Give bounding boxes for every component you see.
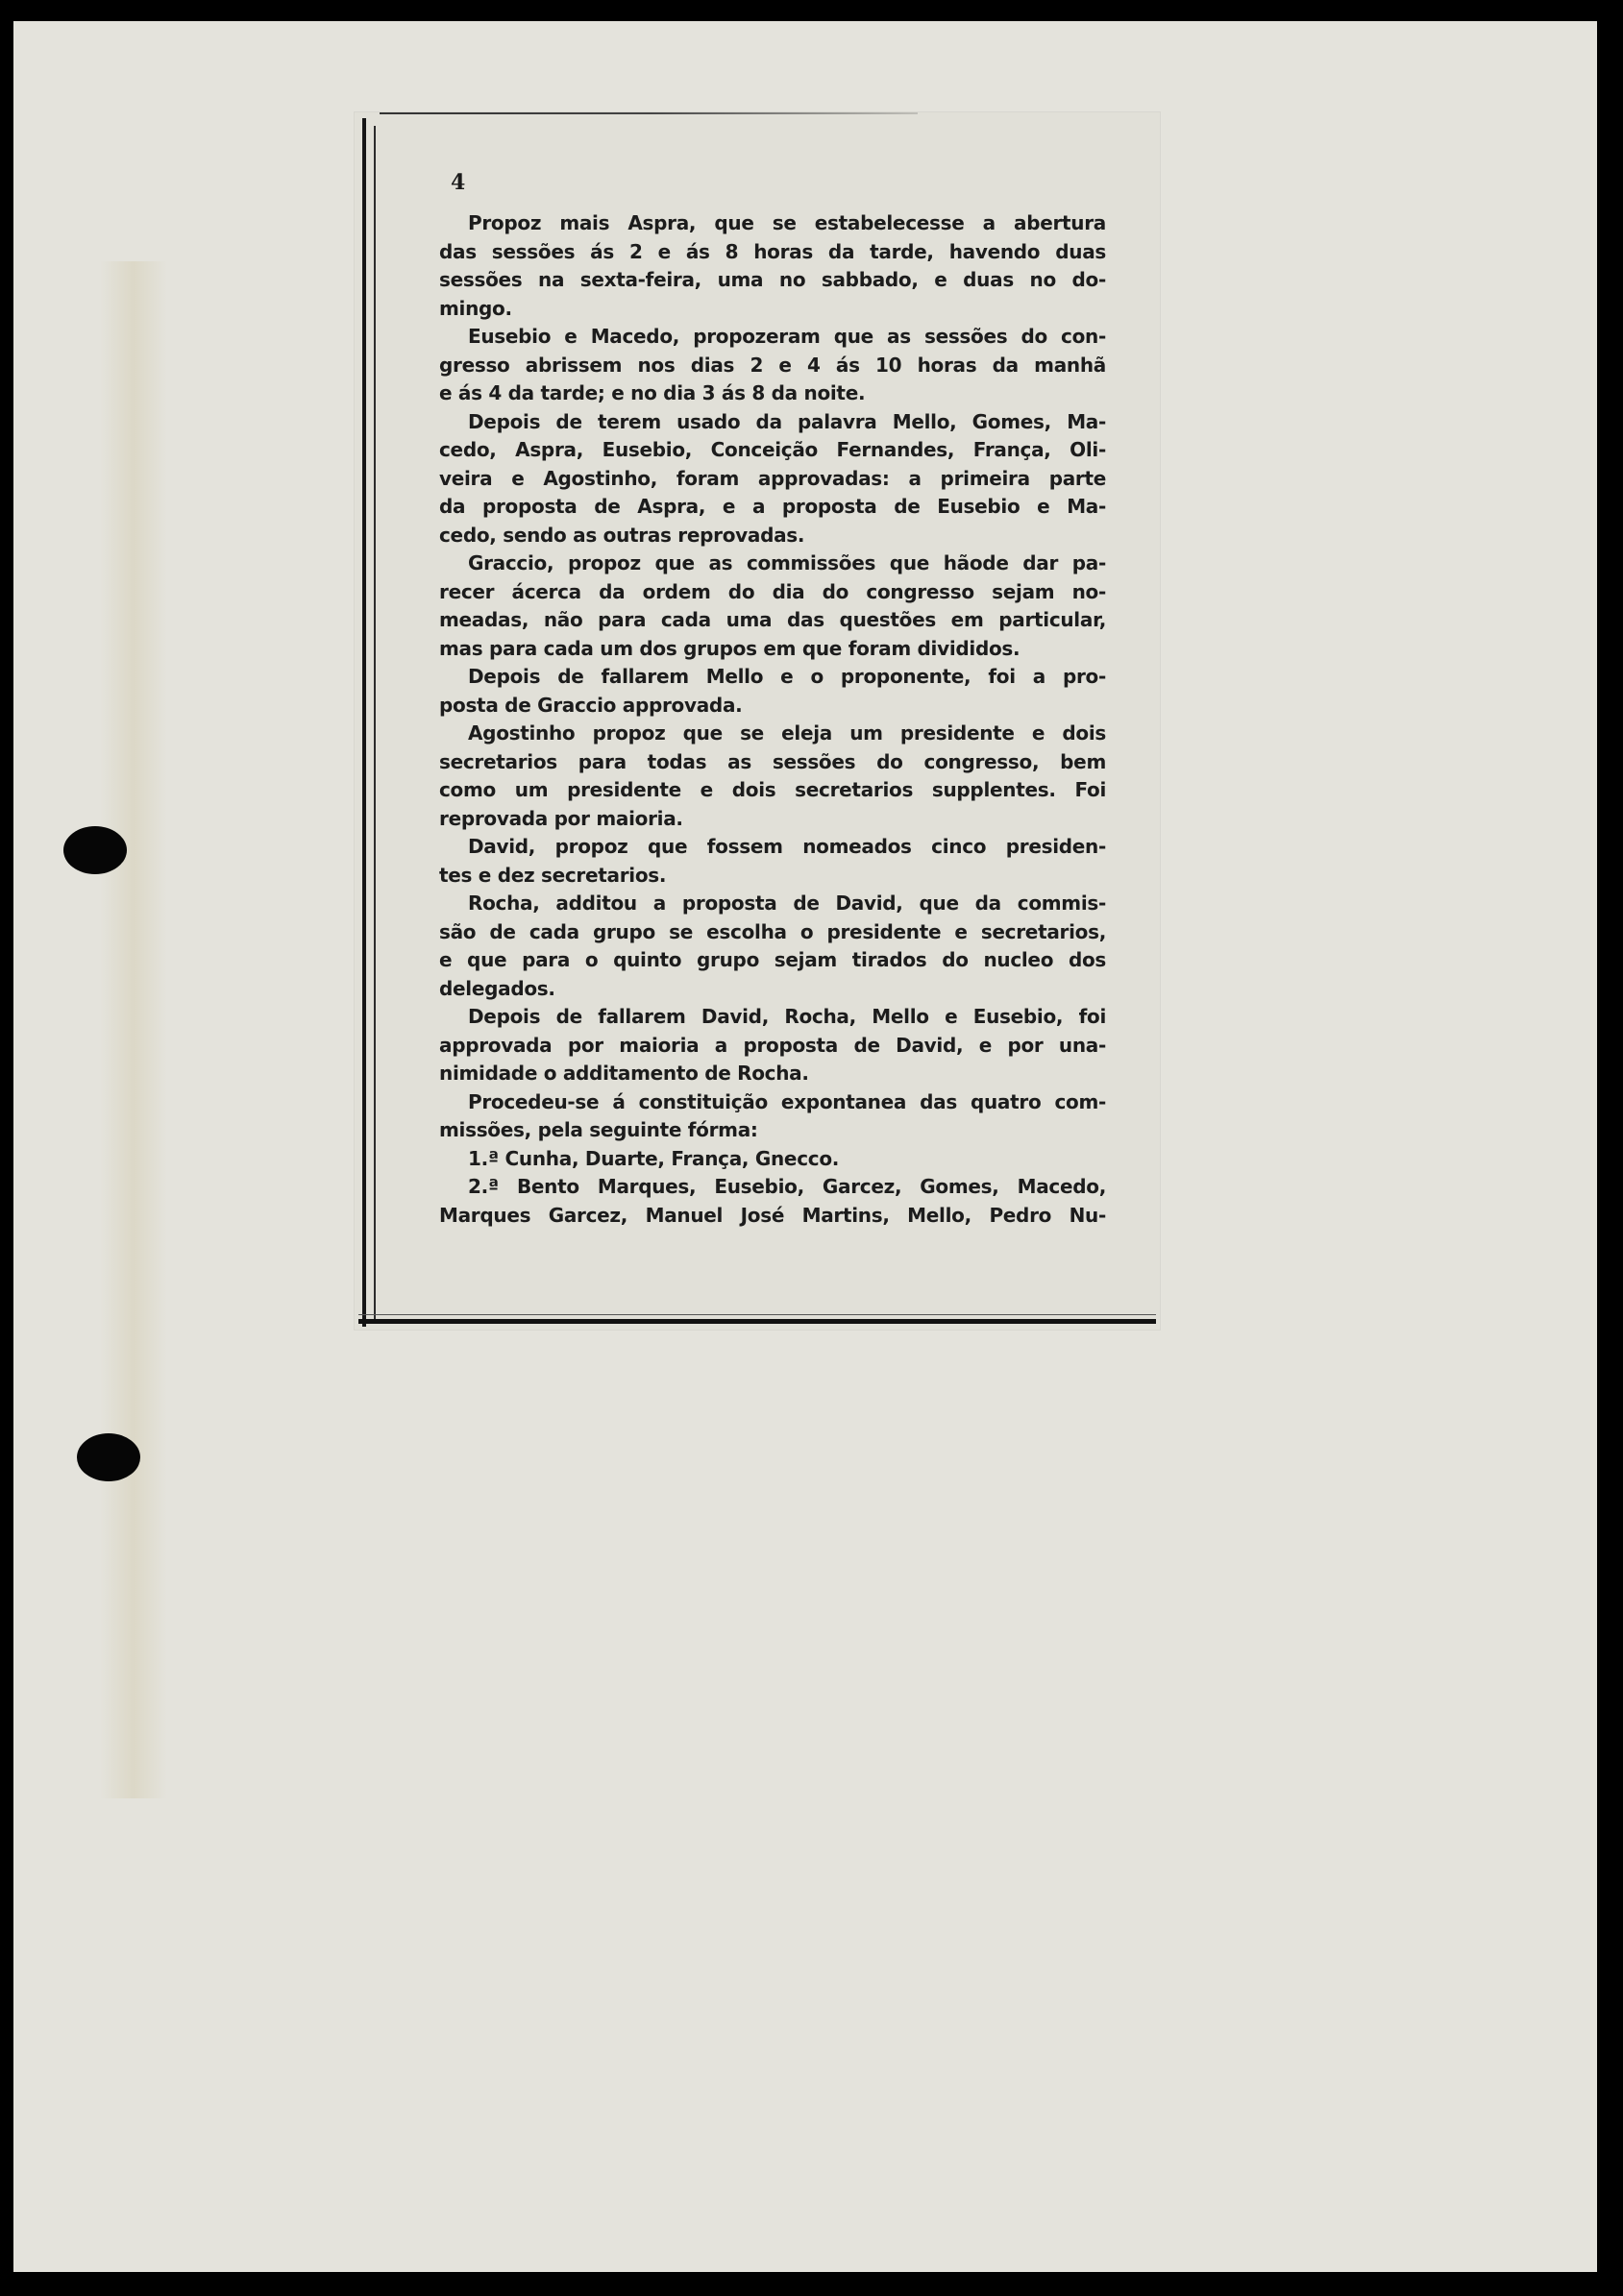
- text-line: secretarios para todas as sessões do congresso, bem: [439, 749, 1106, 773]
- text-line: nimidade o additamento de Rocha.: [439, 1062, 809, 1085]
- text-line: Depois de terem usado da palavra Mello, Gomes, Ma-: [468, 409, 1106, 433]
- text-line: Agostinho propoz que se eleja um presidente e dois: [468, 721, 1106, 745]
- text-line: mingo.: [439, 296, 512, 320]
- text-line: cedo, Aspra, Eusebio, Conceição Fernandes, França, Oli-: [439, 438, 1106, 461]
- text-line: das sessões ás 2 e ás 8 horas da tarde, havendo duas: [439, 239, 1106, 263]
- text-line: são de cada grupo se escolha o presidente e secretarios,: [439, 919, 1106, 943]
- text-line: recer ácerca da ordem do dia do congresso sejam no-: [439, 579, 1106, 603]
- text-line: Rocha, additou a proposta de David, que da commis-: [468, 892, 1106, 915]
- text-line: Depois de fallarem Mello e o proponente, foi a pro-: [468, 665, 1106, 688]
- archive-sheet: [13, 21, 1597, 2272]
- bottom-rule-thin: [358, 1314, 1156, 1315]
- text-line: 1.ª Cunha, Duarte, França, Gnecco.: [468, 1146, 840, 1170]
- text-line: meadas, não para cada uma das questões em particular,: [439, 608, 1106, 631]
- text-line: e ás 4 da tarde; e no dia 3 ás 8 da noite.: [439, 381, 866, 404]
- text-line: Propoz mais Aspra, que se estabelecesse a abertura: [468, 211, 1106, 234]
- page-number: 4: [451, 170, 466, 195]
- punch-hole-bottom: [77, 1433, 140, 1481]
- left-border-thin: [374, 126, 376, 1321]
- text-line: gresso abrissem nos dias 2 e 4 ás 10 horas da manhã: [439, 353, 1106, 377]
- left-border-thick: [362, 118, 366, 1327]
- newspaper-clipping: [355, 112, 1160, 1330]
- top-rule: [380, 112, 918, 114]
- text-line: cedo, sendo as outras reprovadas.: [439, 523, 805, 547]
- text-line: sessões na sexta-feira, uma no sabbado, e duas no do-: [439, 268, 1106, 291]
- text-line: como um presidente e dois secretarios supplentes. Foi: [439, 778, 1106, 801]
- text-line: approvada por maioria a proposta de David, e por una-: [439, 1033, 1106, 1057]
- text-line: delegados.: [439, 976, 555, 1000]
- text-line: missões, pela seguinte fórma:: [439, 1118, 758, 1141]
- text-line: da proposta de Aspra, e a proposta de Eusebio e Ma-: [439, 495, 1106, 518]
- text-line: e que para o quinto grupo sejam tirados do nucleo dos: [439, 948, 1106, 971]
- text-line: tes e dez secretarios.: [439, 863, 667, 887]
- text-line: posta de Graccio approvada.: [439, 693, 743, 717]
- text-line: reprovada por maioria.: [439, 806, 683, 830]
- text-line: mas para cada um dos grupos em que foram divididos.: [439, 636, 1021, 660]
- text-line: Procedeu-se á constituição expontanea das quatro com-: [468, 1089, 1106, 1113]
- article-text: [439, 209, 1106, 1230]
- bottom-rule: [358, 1319, 1156, 1324]
- text-line: veira e Agostinho, foram approvadas: a primeira parte: [439, 466, 1106, 490]
- text-line: Graccio, propoz que as commissões que hãode dar pa-: [468, 551, 1106, 574]
- text-line: Marques Garcez, Manuel José Martins, Mello, Pedro Nu-: [439, 1203, 1106, 1227]
- text-line: Depois de fallarem David, Rocha, Mello e Eusebio, foi: [468, 1005, 1106, 1028]
- text-line: David, propoz que fossem nomeados cinco presiden-: [468, 835, 1106, 858]
- punch-hole-top: [63, 826, 127, 874]
- text-line: 2.ª Bento Marques, Eusebio, Garcez, Gomes, Macedo,: [468, 1175, 1106, 1198]
- paper-stain: [100, 261, 167, 1798]
- text-line: Eusebio e Macedo, propozeram que as sessões do con-: [468, 325, 1106, 348]
